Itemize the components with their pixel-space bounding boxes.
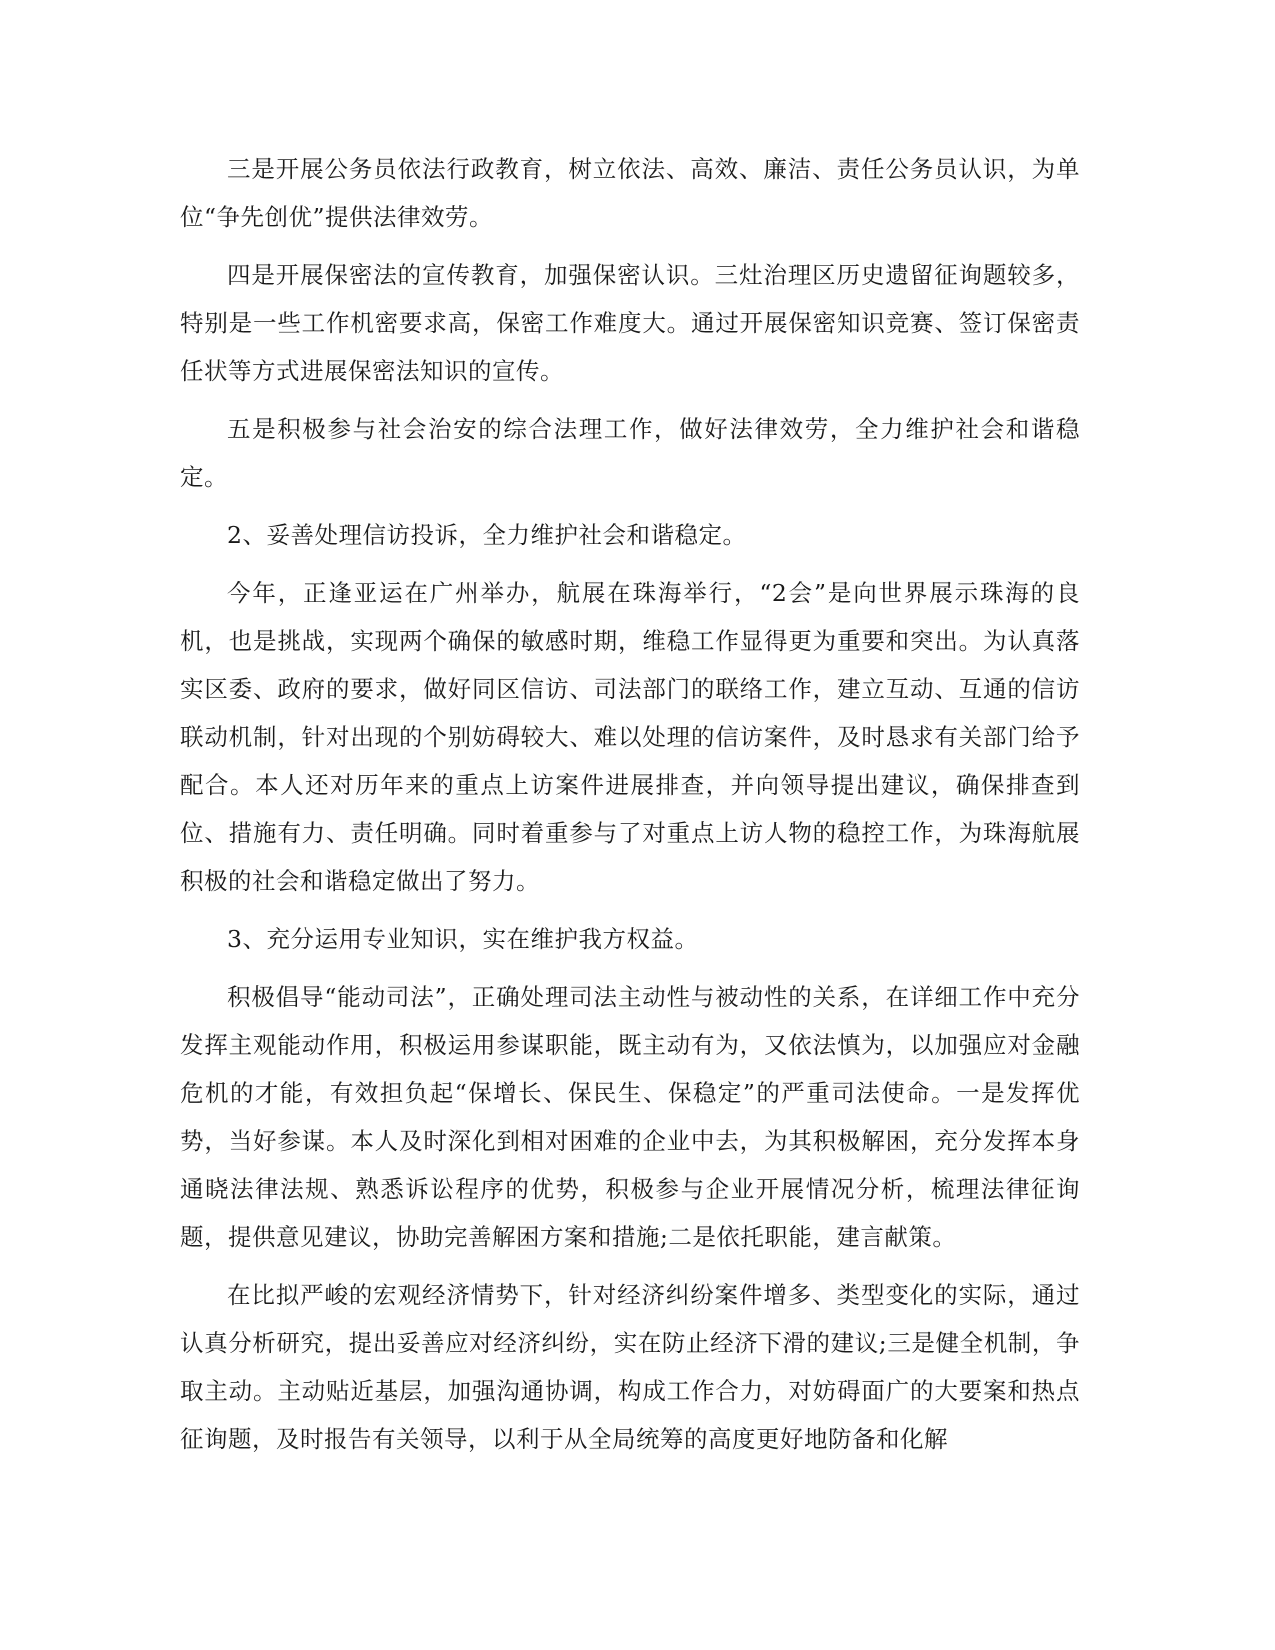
section-heading-expertise: 3、充分运用专业知识，实在维护我方权益。: [227, 925, 699, 953]
section-heading-petitions: 2、妥善处理信访投诉，全力维护社会和谐稳定。: [227, 521, 747, 549]
paragraph-economic-situation: 在比拟严峻的宏观经济情势下，针对经济纠纷案件增多、类型变化的实际，通过认真分析研究，提出妥善应对经济纠纷，实在防止经济下滑的建议;三是健全机制，争取主动。主动贴近基层，加强沟通协调，构成工作合力，对妨碍面广的大要案和热点征询题，及时报告有关领导，以利于从全局统筹的高度更好地防备和化解: [180, 1281, 1080, 1453]
paragraph-public-security: 五是积极参与社会治安的综合法理工作，做好法律效劳，全力维护社会和谐稳定。: [180, 415, 1080, 491]
paragraph-civil-servant-education: 三是开展公务员依法行政教育，树立依法、高效、廉洁、责任公务员认识，为单位“争先创优”提供法律效劳。: [180, 155, 1080, 231]
paragraph-petitions-body: 今年，正逢亚运在广州举办，航展在珠海举行，“2会”是向世界展示珠海的良机，也是挑战，实现两个确保的敏感时期，维稳工作显得更为重要和突出。为认真落实区委、政府的要求，做好同区信访、司法部门的联络工作，建立互动、互通的信访联动机制，针对出现的个别妨碍较大、难以处理的信访案件，及时恳求有关部门给予配合。本人还对历年来的重点上访案件进展排查，并向领导提出建议，确保排查到位、措施有力、责任明确。同时着重参与了对重点上访人物的稳控工作，为珠海航展积极的社会和谐稳定做出了努力。: [180, 579, 1080, 895]
document-page: [180, 145, 1080, 1473]
paragraph-active-justice: 积极倡导“能动司法”，正确处理司法主动性与被动性的关系，在详细工作中充分发挥主观能动作用，积极运用参谋职能，既主动有为，又依法慎为，以加强应对金融危机的才能，有效担负起“保增长、保民生、保稳定”的严重司法使命。一是发挥优势，当好参谋。本人及时深化到相对困难的企业中去，为其积极解困，充分发挥本身通晓法律法规、熟悉诉讼程序的优势，积极参与企业开展情况分析，梳理法律征询题，提供意见建议，协助完善解困方案和措施;二是依托职能，建言献策。: [180, 983, 1080, 1251]
paragraph-secrecy-law: 四是开展保密法的宣传教育，加强保密认识。三灶治理区历史遗留征询题较多，特别是一些工作机密要求高，保密工作难度大。通过开展保密知识竞赛、签订保密责任状等方式进展保密法知识的宣传。: [180, 261, 1080, 385]
